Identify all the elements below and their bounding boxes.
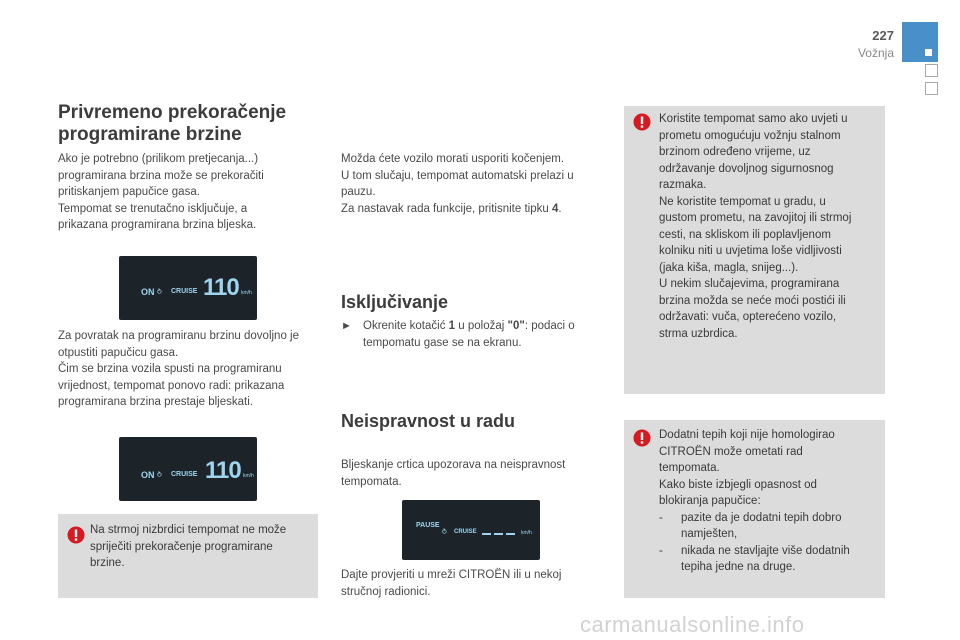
text-line xyxy=(363,318,606,335)
switch-off-paragraph xyxy=(341,318,606,351)
dash-segment xyxy=(506,533,515,535)
warning-box xyxy=(624,420,885,598)
dash-segment xyxy=(494,533,503,535)
warning-icon xyxy=(67,526,85,544)
text-line: vrijednost, tempomat ponovo radi: prikazana xyxy=(58,379,285,392)
cruise-label: CRUISE xyxy=(171,471,198,478)
unit-label: km/h xyxy=(243,473,254,479)
text-fragment: Okrenite kotačić xyxy=(363,320,449,332)
text-fragment: Za nastavak rada funkcije, pritisnite tipku xyxy=(341,202,552,215)
warning-icon xyxy=(633,429,651,447)
chapter-tab-active[interactable] xyxy=(902,22,938,62)
text-line: namješten, xyxy=(681,528,738,540)
key-number: "0" xyxy=(507,320,525,332)
cruise-label: CRUISE xyxy=(454,529,477,535)
text-line: pazite da je dodatni tepih dobro xyxy=(681,511,842,524)
text-line: blokiranja papučice: xyxy=(659,495,761,507)
return-paragraph xyxy=(58,328,328,411)
text-line: Na strmoj nizbrdici tempomat ne može xyxy=(90,524,287,536)
text-line: Kako biste izbjegli opasnost od xyxy=(659,478,817,491)
warning-box xyxy=(624,106,885,394)
chapter-tab[interactable] xyxy=(925,82,938,95)
text-line: tempomata. xyxy=(341,475,402,488)
text-line: Čim se brzina vozila spusti na programiranu xyxy=(58,363,282,375)
speed-value: 110 xyxy=(205,457,241,484)
text-line: Koristite tempomat samo ako uvjeti u xyxy=(659,113,848,125)
text-line: brzinom određeno vrijeme, uz xyxy=(659,146,811,158)
warning-text xyxy=(659,427,881,576)
section-title: Privremeno prekoračenje programirane brzine xyxy=(58,102,287,145)
cruise-icon: ⥁ xyxy=(442,529,447,536)
key-number: 1 xyxy=(448,320,456,332)
on-label: ON xyxy=(141,287,155,297)
dash-bullet: - xyxy=(659,544,663,557)
text-line: cesti, na skliskom ili poplavljenom xyxy=(659,228,831,241)
warning-text xyxy=(90,522,314,572)
text-line: pauzu. xyxy=(341,186,376,198)
text-fragment: u položaj xyxy=(455,320,508,332)
text-line: (jaka kiša, magla, snijeg...). xyxy=(659,261,799,274)
switch-off-title: Isključivanje xyxy=(341,292,449,312)
text-line: brzine. xyxy=(90,557,125,569)
text-line: Dodatni tepih koji nije homologirao xyxy=(659,429,835,441)
overtake-paragraph xyxy=(58,151,328,234)
unit-label: km/h xyxy=(241,290,252,296)
text-line: stručnoj radionici. xyxy=(341,585,431,598)
text-line: Možda ćete vozilo morati usporiti kočenjem. xyxy=(341,153,565,165)
chapter-tab[interactable] xyxy=(925,64,938,77)
text-line: programirana brzina prestaje bljeskati. xyxy=(58,396,253,408)
text-line: programirana brzina može se prekoračiti xyxy=(58,169,264,182)
text-line: Tempomat se trenutačno isključuje, a xyxy=(58,202,248,215)
pause-label: PAUSE xyxy=(416,522,440,529)
text-line: U tom slučaju, tempomat automatski prelazi u xyxy=(341,169,574,182)
text-line: strma uzbrdica. xyxy=(659,327,738,340)
warning-box xyxy=(58,514,318,598)
text-line: otpustiti papučicu gasa. xyxy=(58,346,179,359)
key-number: 4 xyxy=(551,202,559,215)
square-icon xyxy=(925,49,932,56)
text-line: održavati: vuča, opterećeno vozilo, xyxy=(659,311,837,323)
dash-segment xyxy=(482,533,491,535)
warning-icon xyxy=(633,113,651,131)
service-paragraph xyxy=(341,567,606,600)
text-line: spriječiti prekoračenje programirane xyxy=(90,540,273,553)
text-line: gustom prometu, na zavojitoj ili strmoj xyxy=(659,212,852,224)
cruise-display-image xyxy=(119,256,257,320)
braking-paragraph xyxy=(341,151,606,217)
text-line: CITROËN može ometati rad xyxy=(659,445,803,458)
text-line: kolniku niti u uvjetima loše vidljivosti xyxy=(659,245,842,257)
text-line: tempomata. xyxy=(659,462,720,474)
text-fragment: . xyxy=(558,202,562,215)
speed-value: 110 xyxy=(203,274,239,301)
text-line: Dajte provjeriti u mreži CITROËN ili u nekoj xyxy=(341,569,562,581)
cruise-label: CRUISE xyxy=(171,288,198,295)
cruise-fault-display-image xyxy=(402,500,540,560)
cruise-display-image xyxy=(119,437,257,501)
fault-paragraph xyxy=(341,457,606,490)
text-line xyxy=(341,201,606,218)
list-item xyxy=(659,510,881,543)
text-line: brzina možda se neće moći postići ili xyxy=(659,294,846,307)
warning-text xyxy=(659,111,881,342)
fault-title: Neispravnost u radu xyxy=(341,411,516,431)
text-line: prikazana programirana brzina bljeska. xyxy=(58,219,257,231)
cruise-icon: ⥁ xyxy=(157,472,162,479)
text-line: održavanje dovoljnog sigurnosnog xyxy=(659,162,834,175)
text-line: Ne koristite tempomat u gradu, u xyxy=(659,195,826,208)
text-line: pritiskanjem papučice gasa. xyxy=(58,186,200,198)
arrow-bullet-icon: ► xyxy=(341,320,352,332)
text-line: U nekim slučajevima, programirana xyxy=(659,278,840,290)
text-line: tepiha jedne na druge. xyxy=(681,561,796,573)
text-line: Bljeskanje crtica upozorava na neispravnost xyxy=(341,459,566,471)
text-line: razmaka. xyxy=(659,179,707,191)
list-item xyxy=(659,543,881,576)
dash-bullet: - xyxy=(659,511,663,524)
text-line: Ako je potrebno (prilikom pretjecanja...) xyxy=(58,153,259,165)
on-label: ON xyxy=(141,470,155,480)
unit-label: km/h xyxy=(521,530,532,536)
watermark: carmanualsonline.info xyxy=(580,612,805,637)
text-line: nikada ne stavljajte više dodatnih xyxy=(681,544,850,557)
section-name: Vožnja xyxy=(857,46,894,60)
bullet-item xyxy=(341,318,606,351)
page-number: 227 xyxy=(872,28,894,43)
text-line: Za povratak na programiranu brzinu dovoljno je xyxy=(58,330,299,342)
text-line: prometu omogućuju vožnju stalnom xyxy=(659,129,841,142)
cruise-icon: ⥁ xyxy=(157,289,162,296)
text-fragment: : podaci o xyxy=(524,320,575,332)
text-line: tempomatu gase se na ekranu. xyxy=(363,336,522,349)
